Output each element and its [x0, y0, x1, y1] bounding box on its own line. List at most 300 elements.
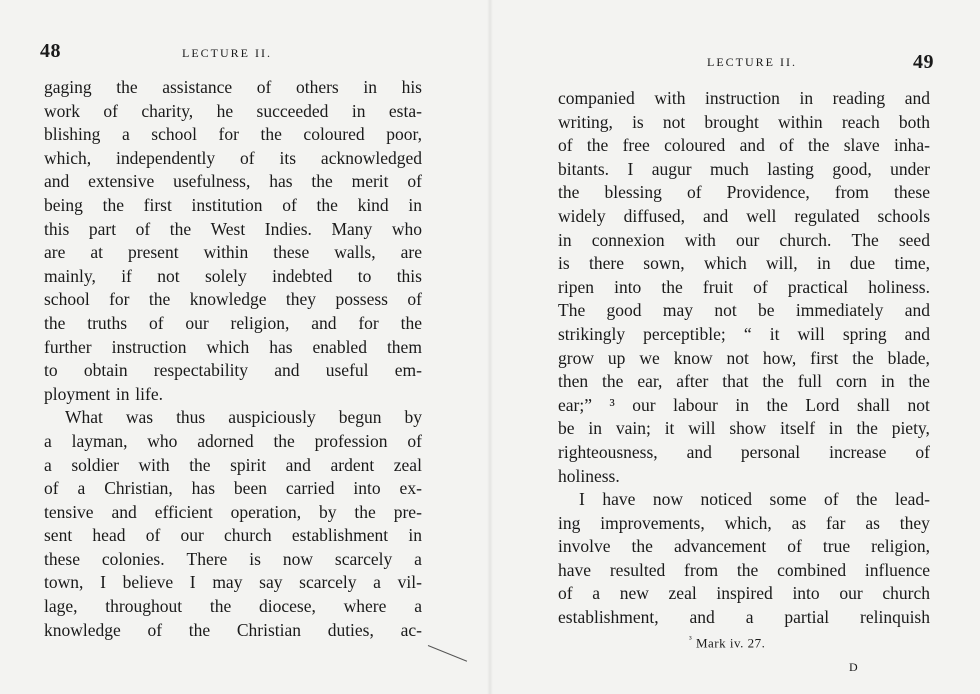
word: free: [622, 135, 650, 156]
word: these: [273, 242, 310, 263]
word: I: [579, 489, 585, 510]
text-line: [44, 100, 422, 124]
text-line: [44, 619, 422, 643]
word: full: [797, 371, 823, 392]
text-line: [558, 134, 930, 158]
word: obtain: [83, 360, 128, 381]
word: the: [766, 394, 788, 415]
word: soldier: [71, 454, 119, 475]
word: new: [619, 583, 649, 604]
word: both: [898, 111, 930, 132]
word: the: [273, 430, 295, 451]
text-line: [44, 123, 422, 147]
word: his: [401, 77, 422, 97]
word: the: [354, 501, 376, 522]
signature-mark: D: [849, 660, 859, 674]
word: throughout: [105, 596, 183, 617]
word: and: [274, 360, 300, 381]
word: of: [558, 583, 573, 604]
text-line: [558, 441, 930, 465]
word: not: [907, 394, 930, 415]
word: vil-: [397, 572, 422, 593]
word: with: [138, 454, 170, 475]
word: thus: [176, 407, 206, 428]
word: our: [839, 583, 863, 604]
word: and: [285, 454, 311, 475]
word: have: [602, 489, 636, 510]
text-line: [44, 241, 422, 265]
word: the: [736, 559, 759, 580]
word: present: [128, 242, 179, 263]
word: diffused,: [623, 205, 686, 226]
text-line: [558, 582, 930, 606]
word: in: [816, 253, 831, 274]
word: of: [256, 77, 272, 97]
word: a: [44, 454, 52, 475]
word: the: [189, 454, 211, 475]
word: and: [739, 135, 765, 156]
word: widely: [558, 205, 606, 226]
word: the: [602, 371, 624, 392]
word: of: [407, 171, 422, 192]
text-line: [558, 181, 930, 205]
word: the: [209, 596, 232, 617]
word: combined: [777, 559, 847, 580]
word: in: [351, 100, 366, 121]
word: and: [311, 312, 337, 333]
word: carried: [285, 478, 335, 499]
text-line: [44, 524, 422, 548]
word: companied: [558, 88, 635, 108]
word: ing: [558, 512, 581, 533]
word: the: [148, 289, 171, 310]
word: involve: [558, 536, 611, 557]
word: piety,: [891, 418, 930, 439]
word: within: [203, 242, 249, 263]
word: charity,: [141, 100, 194, 121]
word: of: [135, 218, 151, 239]
text-line: [558, 252, 930, 276]
text-line: [44, 288, 422, 312]
word: brought: [704, 111, 759, 132]
word: lage,: [44, 596, 78, 617]
word: religion,: [230, 312, 290, 333]
word: The: [851, 229, 879, 250]
word: operation,: [230, 501, 302, 522]
word: righteousness,: [558, 441, 658, 462]
word: some: [769, 489, 807, 510]
word: in: [363, 77, 377, 97]
word: “: [743, 323, 752, 344]
word: to: [44, 360, 58, 381]
word: the: [102, 194, 124, 215]
word: lasting: [767, 158, 814, 179]
word: they: [285, 289, 317, 310]
word: church.: [779, 229, 832, 250]
word: and: [703, 205, 729, 226]
word: as: [791, 512, 807, 533]
word: first: [810, 347, 839, 368]
footnote: [689, 634, 765, 651]
word: succeeded: [256, 100, 329, 121]
word: bitants.: [558, 158, 610, 179]
word: ac-: [400, 619, 422, 640]
word: in: [880, 371, 895, 392]
word: true: [822, 536, 851, 557]
word: connexion: [591, 229, 665, 250]
word: within: [777, 111, 823, 132]
text-line: [44, 430, 422, 454]
word: for: [218, 124, 239, 145]
word: zeal: [668, 583, 697, 604]
word: if: [121, 265, 132, 286]
word: indebted: [272, 265, 333, 286]
word: a: [414, 548, 422, 569]
word: sown,: [643, 253, 685, 274]
text-line: [44, 595, 422, 619]
word: good: [606, 300, 642, 321]
text-line: [44, 454, 422, 478]
word: corn: [835, 371, 868, 392]
word: ardent: [330, 454, 375, 475]
word: which,: [724, 512, 772, 533]
word: a: [77, 478, 86, 499]
word: to: [357, 265, 372, 286]
word: and: [904, 323, 930, 344]
word: has: [269, 336, 293, 357]
word: in: [799, 88, 814, 108]
word: of: [787, 536, 802, 557]
word: a: [745, 607, 754, 628]
word: this: [44, 218, 70, 239]
word: will: [688, 418, 716, 439]
word: a: [414, 596, 422, 617]
word: scarcely: [299, 572, 357, 593]
word: from: [684, 559, 719, 580]
text-line: [558, 276, 930, 300]
text-line: [558, 606, 930, 630]
word: coloured: [303, 124, 365, 145]
word: far: [826, 512, 846, 533]
word: immediately: [795, 300, 884, 321]
stray-mark: [428, 645, 467, 662]
word: West: [210, 218, 246, 239]
word: and: [686, 441, 712, 462]
word: influence: [864, 559, 930, 580]
word: the: [762, 371, 784, 392]
word: have: [558, 559, 592, 580]
word: mainly,: [44, 265, 96, 286]
word: now: [282, 548, 313, 569]
text-line: [44, 76, 422, 100]
word: in: [408, 525, 422, 546]
text-line: [558, 512, 930, 536]
word: the: [852, 347, 874, 368]
text-line: [44, 571, 422, 595]
word: vain;: [615, 418, 651, 439]
word: the: [169, 218, 192, 239]
word: practical: [787, 276, 849, 297]
word: adorned: [197, 430, 254, 451]
word: efficient: [154, 501, 213, 522]
word: instruction: [705, 88, 780, 108]
word: them: [386, 336, 422, 357]
word: is: [558, 253, 570, 274]
word: profession: [314, 430, 388, 451]
footnote-marker: ³: [689, 634, 693, 644]
word: others: [295, 77, 339, 97]
word: of: [145, 525, 161, 546]
word: extensive: [88, 171, 155, 192]
word: ear;”: [558, 394, 592, 415]
word: much: [709, 158, 749, 179]
word: poor,: [386, 124, 422, 145]
body-text: [558, 87, 930, 630]
word: time,: [894, 253, 930, 274]
word: shall: [856, 394, 891, 415]
word: sent: [44, 525, 73, 546]
text-line: [44, 336, 422, 360]
text-line: [558, 559, 930, 583]
running-head: LECTURE II.: [707, 55, 797, 69]
word: church: [224, 525, 272, 546]
word: the: [661, 276, 683, 297]
word: and: [111, 501, 137, 522]
word: noticed: [700, 489, 753, 510]
text-line: [44, 359, 422, 383]
word: the: [631, 536, 653, 557]
word: are: [400, 242, 422, 263]
word: church: [882, 583, 930, 604]
word: show: [729, 418, 767, 439]
word: and: [904, 88, 930, 108]
word: blade,: [887, 347, 930, 368]
text-line: [44, 477, 422, 501]
word: truths: [87, 312, 128, 333]
word: who: [391, 218, 422, 239]
page-number: 48: [40, 40, 61, 62]
word: of: [823, 489, 839, 510]
word: a: [121, 124, 130, 145]
word: of: [147, 619, 163, 640]
word: instruction: [111, 336, 187, 357]
word: then: [558, 371, 589, 392]
word: has: [191, 478, 215, 499]
word: tensive: [44, 501, 94, 522]
word: its: [279, 147, 297, 168]
word: was: [125, 407, 154, 428]
word: ³: [609, 394, 615, 415]
word: em-: [394, 360, 422, 381]
word: work: [44, 100, 80, 121]
word: coloured: [664, 135, 726, 156]
word: where: [343, 596, 387, 617]
word: Christian: [236, 619, 301, 640]
word: pre-: [393, 501, 422, 522]
word: head: [92, 525, 126, 546]
word: the: [188, 619, 211, 640]
text-line: [558, 111, 930, 135]
word: There: [186, 548, 228, 569]
word: spirit: [230, 454, 267, 475]
word: gaging: [44, 77, 92, 97]
word: of: [753, 276, 768, 297]
word: that: [722, 371, 749, 392]
word: in: [408, 194, 422, 215]
word: the: [856, 418, 878, 439]
word: by: [404, 407, 422, 428]
word: schools: [877, 205, 930, 226]
word: Christian,: [104, 478, 173, 499]
word: inha-: [894, 135, 930, 156]
word: not: [157, 265, 180, 286]
word: ear,: [637, 371, 663, 392]
word: now: [652, 489, 684, 510]
word: who: [147, 430, 178, 451]
word: itself: [780, 418, 816, 439]
word: of: [407, 430, 422, 451]
text-line: [44, 194, 422, 218]
text-line: [44, 170, 422, 194]
word: good,: [832, 158, 872, 179]
word: acknowledged: [320, 147, 422, 168]
word: which: [206, 336, 250, 357]
word: institution: [191, 194, 263, 215]
text-line: [558, 488, 930, 512]
word: these: [894, 182, 930, 203]
word: auspiciously: [228, 407, 316, 428]
word: the: [908, 371, 930, 392]
word: by: [319, 501, 337, 522]
word: up: [607, 347, 626, 368]
word: the: [808, 135, 830, 156]
text-line: [558, 205, 930, 229]
word: with: [654, 88, 686, 108]
word: part: [88, 218, 117, 239]
word: the: [400, 312, 422, 333]
word: ex-: [399, 478, 422, 499]
text-line: [44, 265, 422, 289]
word: the: [586, 135, 609, 156]
word: the: [116, 77, 138, 97]
word: they: [899, 512, 930, 533]
word: with: [684, 229, 716, 250]
word: town,: [44, 572, 84, 593]
word: under: [890, 158, 930, 179]
text-line: [44, 406, 422, 430]
word: religion,: [871, 536, 930, 557]
word: not: [714, 300, 737, 321]
word: respectability: [153, 360, 249, 381]
word: may: [212, 572, 243, 593]
word: it: [769, 323, 780, 344]
word: our: [632, 394, 656, 415]
word: been: [233, 478, 267, 499]
word: slave: [843, 135, 880, 156]
word: blessing: [604, 182, 662, 203]
word: of: [282, 194, 297, 215]
word: of: [44, 478, 59, 499]
word: increase: [829, 441, 887, 462]
word: assistance: [162, 77, 233, 97]
word: I: [627, 158, 634, 179]
word: knowledge: [189, 289, 267, 310]
word: of: [915, 441, 930, 462]
text-line: [44, 312, 422, 336]
word: be: [558, 418, 575, 439]
word: further: [44, 336, 92, 357]
word: we: [639, 347, 660, 368]
word: this: [396, 265, 422, 286]
word: fruit: [702, 276, 734, 297]
word: layman,: [71, 430, 128, 451]
right-page: [493, 0, 980, 694]
word: advancement: [673, 536, 767, 557]
body-text: [44, 76, 422, 642]
word: of: [240, 147, 255, 168]
word: school: [151, 124, 197, 145]
word: a: [373, 572, 381, 593]
word: relinquish: [860, 607, 930, 628]
word: which: [703, 253, 747, 274]
word: enabled: [312, 336, 367, 357]
word: believe: [122, 572, 174, 593]
word: seed: [898, 229, 930, 250]
word: may: [662, 300, 694, 321]
word: in: [588, 418, 602, 439]
word: after: [676, 371, 709, 392]
text-line: [558, 417, 930, 441]
word: usefulness,: [173, 171, 251, 192]
word: duties,: [327, 619, 374, 640]
word: colonies.: [101, 548, 165, 569]
word: how,: [762, 347, 797, 368]
word: diocese,: [259, 596, 316, 617]
text-line: [558, 87, 930, 111]
word: inspired: [716, 583, 773, 604]
word: independently: [116, 147, 216, 168]
word: be: [758, 300, 775, 321]
word: Indies.: [264, 218, 312, 239]
word: at: [90, 242, 104, 263]
word: the: [316, 194, 338, 215]
word: labour: [673, 394, 718, 415]
word: improvements,: [600, 512, 705, 533]
word: not: [726, 347, 749, 368]
word: walls,: [334, 242, 376, 263]
word: I: [189, 572, 196, 593]
word: establishment: [291, 525, 389, 546]
word: these: [44, 548, 80, 569]
text-line: [558, 535, 930, 559]
text-line: [558, 323, 930, 347]
word: well: [746, 205, 777, 226]
word: of: [779, 135, 794, 156]
word: into: [353, 478, 381, 499]
text-line: [558, 370, 930, 394]
word: holiness.: [558, 465, 620, 486]
word: useful: [325, 360, 369, 381]
word: begun: [338, 407, 382, 428]
word: the: [260, 124, 282, 145]
text-line: [44, 147, 422, 171]
word: will,: [766, 253, 798, 274]
word: possess: [335, 289, 388, 310]
word: writing,: [558, 111, 613, 132]
word: grow: [558, 347, 594, 368]
word: merit: [351, 171, 389, 192]
word: ripen: [558, 276, 594, 297]
